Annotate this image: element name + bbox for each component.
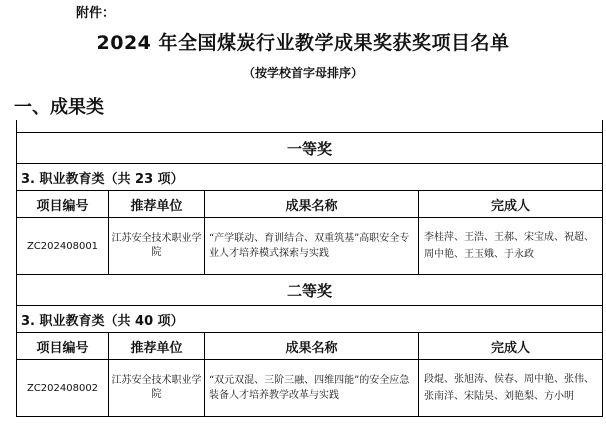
section-heading: 一、成果类 xyxy=(14,97,104,118)
contributors: 段焜、张旭涛、侯春、周中艳、张伟、张南洋、宋陆昊、刘艳梨、方小明 xyxy=(419,360,603,417)
first-prize-header-row xyxy=(17,191,603,218)
award-table xyxy=(16,120,603,417)
recommending-unit: 江苏安全技术职业学院 xyxy=(109,360,205,417)
recommending-unit: 江苏安全技术职业学院 xyxy=(109,218,205,275)
header-name: 成果名称 xyxy=(205,191,419,218)
project-code: ZC202408002 xyxy=(17,360,109,417)
achievement-name: “双元双混、三阶三融、四维四能”的安全应急装备人才培养教学改革与实践 xyxy=(205,360,419,417)
table-top-gap xyxy=(17,120,603,133)
second-prize-label: 二等奖 xyxy=(17,275,603,306)
header-code: 项目编号 xyxy=(17,333,109,360)
header-code: 项目编号 xyxy=(17,191,109,218)
second-prize-category: 3. 职业教育类（共 40 项） xyxy=(17,306,603,333)
header-unit: 推荐单位 xyxy=(109,191,205,218)
first-prize-label: 一等奖 xyxy=(17,133,603,164)
table-row xyxy=(17,218,603,275)
document-title: 2024 年全国煤炭行业教学成果奖获奖项目名单 xyxy=(96,32,510,54)
second-prize-row xyxy=(17,275,603,306)
table-row xyxy=(17,360,603,417)
first-prize-category-row xyxy=(17,164,603,191)
first-prize-category: 3. 职业教育类（共 23 项） xyxy=(17,164,603,191)
first-prize-row xyxy=(17,133,603,164)
attachment-label: 附件： xyxy=(76,6,116,21)
header-people: 完成人 xyxy=(419,191,603,218)
header-unit: 推荐单位 xyxy=(109,333,205,360)
header-people: 完成人 xyxy=(419,333,603,360)
contributors: 李桂萍、王浩、王郝、宋宝成、祝超、周中艳、王玉娥、于永政 xyxy=(419,218,603,275)
second-prize-category-row xyxy=(17,306,603,333)
achievement-name: “产学联动、育训结合、双重筑基”高职安全专业人才培养模式探索与实践 xyxy=(205,218,419,275)
sort-note: （按学校首字母排序） xyxy=(242,66,363,80)
second-prize-header-row xyxy=(17,333,603,360)
header-name: 成果名称 xyxy=(205,333,419,360)
project-code: ZC202408001 xyxy=(17,218,109,275)
